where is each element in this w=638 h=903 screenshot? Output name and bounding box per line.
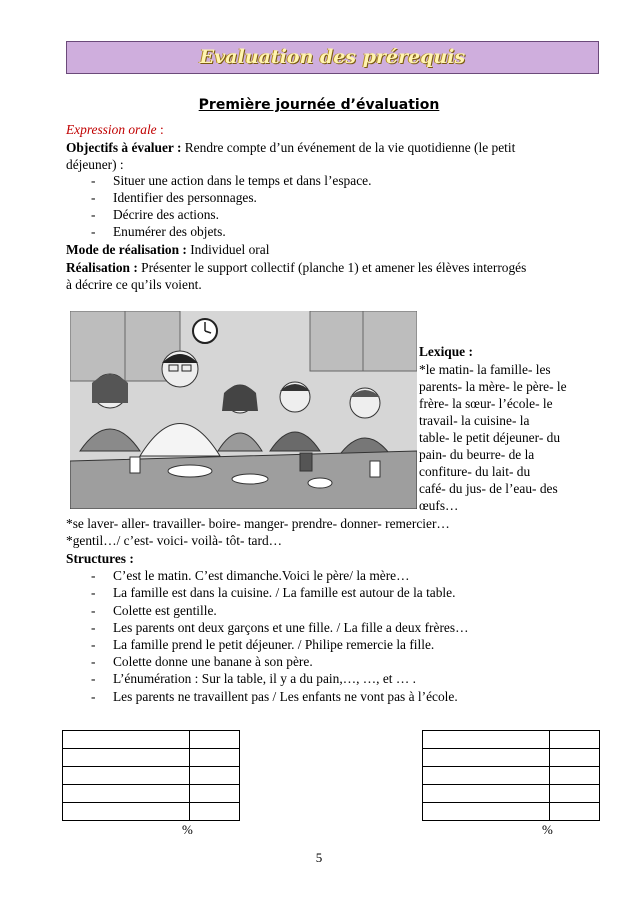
mode-line: Mode de réalisation : Individuel oral	[66, 242, 270, 257]
realisation-line-2: à décrire ce qu’ils voient.	[66, 277, 202, 292]
page-subtitle: Première journée d’évaluation	[198, 97, 440, 113]
right-percent-label: %	[542, 822, 553, 837]
lexique-line: travail- la cuisine- la	[419, 413, 530, 428]
realisation-line: Réalisation : Présenter le support collectif (planche 1) et amener les élèves interrogés	[66, 260, 527, 275]
lexique-line: parents- la mère- le père- le	[419, 379, 567, 394]
lexique-line: confiture- du lait- du	[419, 464, 531, 479]
expression-heading: Expression orale :	[66, 122, 164, 137]
lexique-line: café- du jus- de l’eau- des	[419, 481, 558, 496]
objectifs-line-2: déjeuner) :	[66, 157, 124, 172]
score-table-left	[62, 730, 240, 821]
score-table-right	[422, 730, 600, 821]
family-breakfast-illustration	[70, 311, 417, 509]
lexique-line: table- le petit déjeuner- du	[419, 430, 561, 445]
lexique-line: *le matin- la famille- les	[419, 362, 551, 377]
lexique-line: pain- du beurre- de la	[419, 447, 535, 462]
banner-title: Evaluation des prérequis	[199, 46, 466, 68]
structures-title: Structures :	[66, 551, 134, 566]
left-percent-label: %	[182, 822, 193, 837]
lexique-line: frère- la sœur- l’école- le	[419, 396, 553, 411]
objectifs-line: Objectifs à évaluer : Rendre compte d’un événement de la vie quotidienne (le petit	[66, 140, 516, 155]
title-banner	[66, 41, 599, 74]
lexique-line: œufs…	[419, 498, 459, 513]
lexique-others: *gentil…/ c’est- voici- voilà- tôt- tard…	[66, 533, 283, 548]
lexique-title: Lexique :	[419, 344, 473, 359]
lexique-verbs: *se laver- aller- travailler- boire- manger- prendre- donner- remercier…	[66, 516, 450, 531]
page-number: 5	[315, 850, 323, 865]
